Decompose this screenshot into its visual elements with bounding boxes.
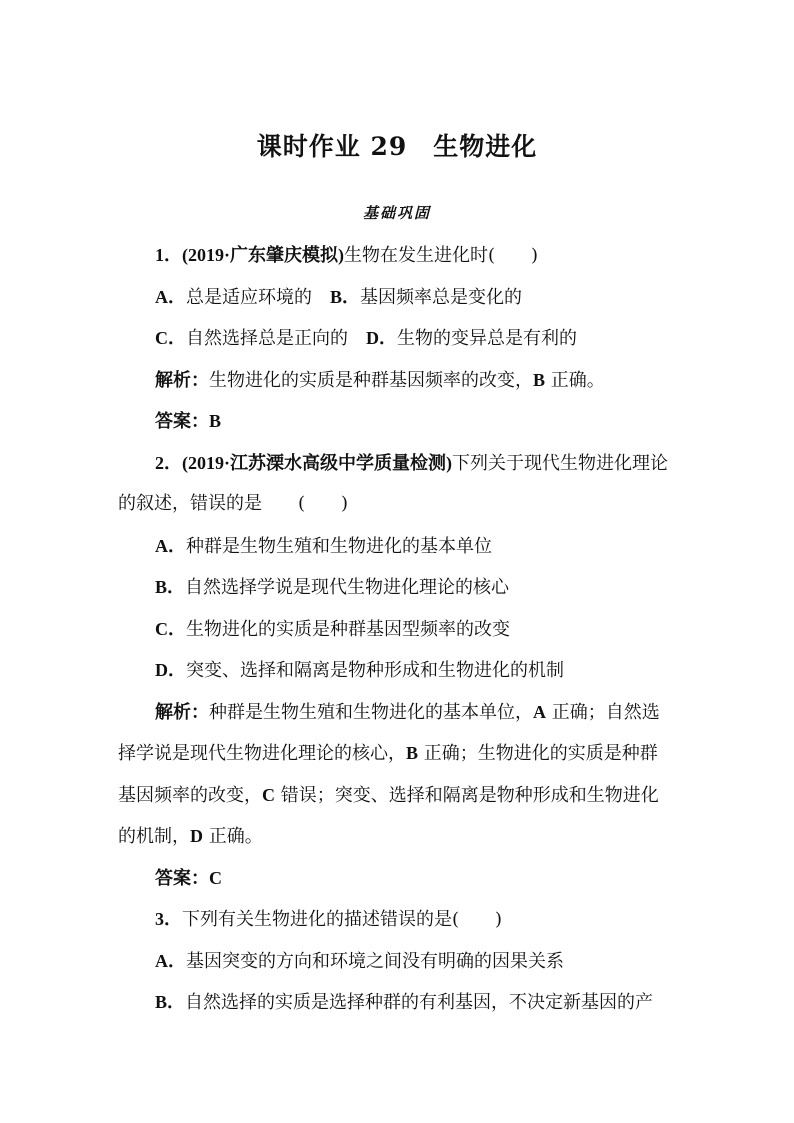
q2-option-b: B．自然选择学说是现代生物进化理论的核心 [155,577,510,598]
q1-stem: 1．(2019·广东肇庆模拟)生物在发生进化时( ) [155,245,539,266]
page-title: 课时作业 29 生物进化 [256,132,538,161]
q2-analysis-line1: 解析：种群是生物生殖和生物进化的基本单位，A 正确；自然选 [155,702,660,723]
q1-answer: 答案：B [155,411,222,431]
q2-analysis-line4: 的机制，D 正确。 [118,826,263,847]
q2-stem-line1: 2．(2019·江苏溧水高级中学质量检测)下列关于现代生物进化理论 [155,453,668,474]
q3-option-b: B．自然选择的实质是选择种群的有利基因，不决定新基因的产 [155,992,654,1013]
q3-stem: 3．下列有关生物进化的描述错误的是( ) [155,909,503,930]
q2-answer: 答案：C [155,868,222,888]
section-heading: 基础巩固 [362,204,431,222]
q2-analysis-line3: 基因频率的改变，C 错误；突变、选择和隔离是物种形成和生物进化 [118,785,659,806]
q1-options-cd: C．自然选择总是正向的 D．生物的变异总是有利的 [155,328,577,349]
q2-option-a: A．种群是生物生殖和生物进化的基本单位 [155,536,492,557]
q3-option-a: A．基因突变的方向和环境之间没有明确的因果关系 [155,951,564,972]
q1-analysis: 解析：生物进化的实质是种群基因频率的改变，B 正确。 [155,370,605,391]
q2-option-d: D．突变、选择和隔离是物种形成和生物进化的机制 [155,660,564,681]
q1-options-ab: A．总是适应环境的 B．基因频率总是变化的 [155,287,523,308]
q2-option-c: C．生物进化的实质是种群基因型频率的改变 [155,619,510,640]
q2-analysis-line2: 择学说是现代生物进化理论的核心，B 正确；生物进化的实质是种群 [118,743,658,764]
q2-stem-line2: 的叙述，错误的是 ( ) [118,493,349,514]
